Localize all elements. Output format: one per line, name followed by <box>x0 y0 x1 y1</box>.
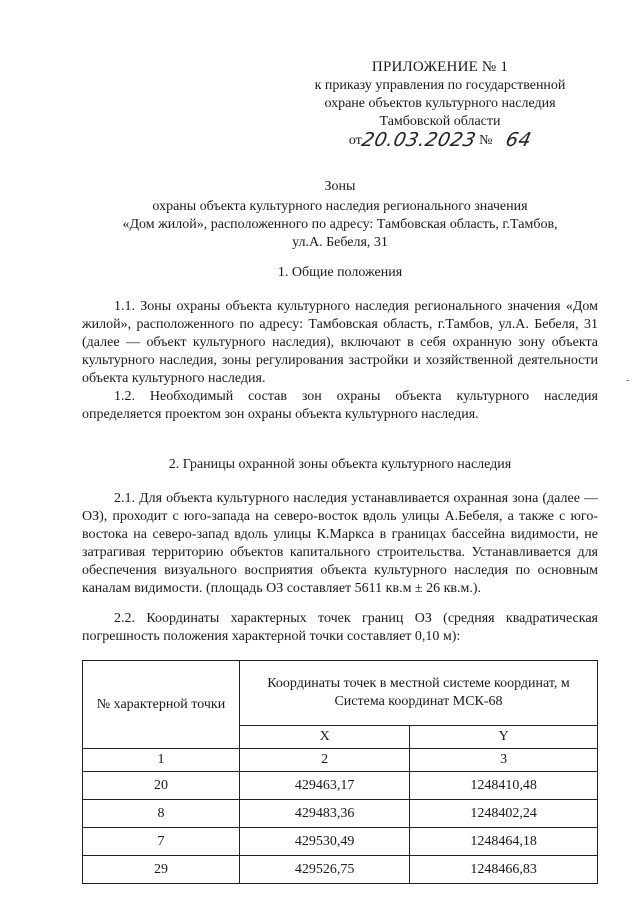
table-cell: 429526,75 <box>240 856 410 884</box>
paragraph-2-2: 2.2. Координаты характерных точек границ ОЗ (средняя квадратическая погрешность положения характерной точки составляет 0,10 м): <box>82 611 598 644</box>
table-cell: 3 <box>410 749 598 772</box>
paragraph-2-1: 2.1. Для объекта культурного наследия устанавливается охранная зона (далее — ОЗ), проходит с юго-запада на северо-восток вдоль улицы А.Бебеля, а также с юго-востока на северо-запад вдоль улицы К.Маркса в границах бассейна видимости, не затрагивая территорию объектов капитального строительства. Устанавливается для обеспечения визуального восприятия объекта культурного наследия по основным каналам видимости. (площадь ОЗ составляет 5611 кв.м ± 26 кв.м.). <box>82 491 598 596</box>
header-point-number: № характерной точки <box>83 661 240 749</box>
table-cell: 2 <box>240 749 410 772</box>
table-row <box>83 828 598 856</box>
table-cell: 20 <box>83 772 240 800</box>
title-line: «Дом жилой», расположенного по адресу: Тамбовская область, г.Тамбов, <box>122 217 558 232</box>
table-cell: 429463,17 <box>240 772 410 800</box>
header-x: X <box>240 726 410 749</box>
table-cell: 1248464,18 <box>410 828 598 856</box>
scan-margin-mark: - <box>626 375 630 386</box>
table-cell: 429530,49 <box>240 828 410 856</box>
table-index-row <box>83 749 598 772</box>
table-cell: 29 <box>83 856 240 884</box>
handwritten-number: 64 <box>503 129 534 151</box>
number-prefix: № <box>479 133 493 148</box>
title-line: ул.А. Бебеля, 31 <box>292 235 388 250</box>
table-cell: 1 <box>83 749 240 772</box>
paragraph-1-2: 1.2. Необходимый состав зон охраны объекта культурного наследия определяется проектом зон охраны объекта культурного наследия. <box>82 389 598 422</box>
appendix-line: к приказу управления по государственной <box>314 78 566 93</box>
table-cell: 1248402,24 <box>410 800 598 828</box>
handwritten-date: 20.03.2023 <box>359 129 478 151</box>
table-row <box>83 772 598 800</box>
header-coordinates: Координаты точек в местной системе координат, м Система координат МСК-68 <box>240 661 598 726</box>
table-header-row <box>83 661 598 726</box>
header-y: Y <box>410 726 598 749</box>
document-title <box>60 178 620 252</box>
table-cell: 1248466,83 <box>410 856 598 884</box>
table-row <box>83 856 598 884</box>
paragraph-1-1: 1.1. Зоны охраны объекта культурного наследия регионального значения «Дом жилой», расположенного по адресу: Тамбовская область, г.Тамбов, ул.А. Бебеля, 31 (далее — объект культурного наследия), включают в себя охранную зону объекта культурного наследия, зоны регулирования застройки и хозяйственной деятельности объекта культурного наследия. <box>82 299 598 386</box>
order-date-line <box>290 131 590 150</box>
section-1-heading: 1. Общие положения <box>277 265 403 280</box>
appendix-title: ПРИЛОЖЕНИЕ № 1 <box>371 59 509 75</box>
table-cell: 429483,36 <box>240 800 410 828</box>
coordinates-table <box>82 660 598 884</box>
section-2-heading: 2. Границы охранной зоны объекта культурного наследия <box>168 457 512 472</box>
table-row <box>83 800 598 828</box>
date-prefix: от <box>348 133 362 148</box>
appendix-line: охране объектов культурного наследия <box>324 96 556 111</box>
table-cell: 1248410,48 <box>410 772 598 800</box>
appendix-line: Тамбовской области <box>379 114 501 129</box>
appendix-header <box>290 58 590 150</box>
table-cell: 7 <box>83 828 240 856</box>
title-line: Зоны <box>324 179 356 194</box>
title-line: охраны объекта культурного наследия регионального значения <box>152 199 528 214</box>
table-cell: 8 <box>83 800 240 828</box>
